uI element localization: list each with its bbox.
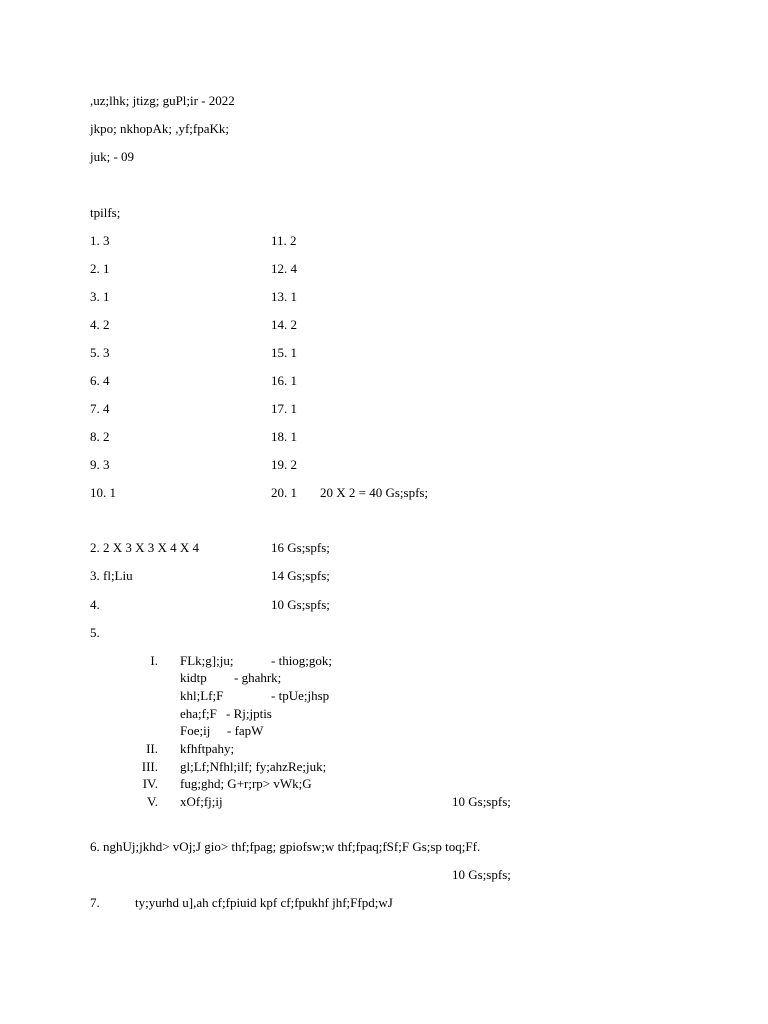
q5-item-text: FLk;g];ju; xyxy=(180,653,234,668)
q5-label: 5. xyxy=(90,625,100,640)
q4-label: 4. xyxy=(90,597,100,612)
answer-item: 14. 2 xyxy=(271,317,297,332)
q5-item-text: Foe;ij xyxy=(180,723,211,738)
answer-item: 5. 3 xyxy=(90,345,110,360)
answer-item: 20. 1 xyxy=(271,485,297,500)
header-title: ,uz;lhk; jtizg; guPl;ir - 2022 xyxy=(90,93,235,108)
answer-item: 19. 2 xyxy=(271,457,297,472)
q5-item-text: gl;Lf;Nfhl;ilf; fy;ahzRe;juk; xyxy=(180,759,327,774)
answer-item: 1. 3 xyxy=(90,233,110,248)
q5-item-text: khl;Lf;F xyxy=(180,688,224,703)
q2-marks: 16 Gs;spfs; xyxy=(271,540,330,555)
q7-number: 7. xyxy=(90,895,100,910)
q6-text: 6. nghUj;jkhd> vOj;J gio> thf;fpag; gpiofsw;w thf;fpaq;fSf;F Gs;sp toq;Ff. xyxy=(90,839,481,854)
answer-item: 11. 2 xyxy=(271,233,297,248)
q5-item-answer: - fapW xyxy=(227,723,264,738)
q5-item-text: kfhftpahy; xyxy=(180,741,235,756)
q7-text: ty;yurhd u],ah cf;fpiuid kpf cf;fpukhf jhf;Ffpd;wJ xyxy=(135,895,393,910)
answer-item: 4. 2 xyxy=(90,317,110,332)
answer-item: 17. 1 xyxy=(271,401,297,416)
header-grade: juk; - 09 xyxy=(90,149,135,164)
q5-item-answer: - thiog;gok; xyxy=(271,653,333,668)
q5-item-answer: - ghahrk; xyxy=(234,670,282,685)
q5-roman-4: IV. xyxy=(142,776,158,791)
section-title: tpilfs; xyxy=(90,205,121,220)
q5-roman-1: I. xyxy=(150,653,158,668)
answer-item: 18. 1 xyxy=(271,429,297,444)
q5-roman-2: II. xyxy=(146,741,158,756)
q5-item-answer: - Rj;jptis xyxy=(226,706,272,721)
header-subject: jkpo; nkhopAk; ,yf;fpaKk; xyxy=(90,121,230,136)
q5-item-text: eha;f;F xyxy=(180,706,217,721)
answer-item: 10. 1 xyxy=(90,485,116,500)
q2-label: 2. 2 X 3 X 3 X 4 X 4 xyxy=(90,540,200,555)
q5-marks: 10 Gs;spfs; xyxy=(452,794,511,809)
q5-item-text: kidtp xyxy=(180,670,207,685)
answer-item: 8. 2 xyxy=(90,429,110,444)
answer-item: 12. 4 xyxy=(271,261,297,276)
q5-item-answer: - tpUe;jhsp xyxy=(271,688,330,703)
q4-marks: 10 Gs;spfs; xyxy=(271,597,330,612)
answer-item: 15. 1 xyxy=(271,345,297,360)
part1-total-marks: 20 X 2 = 40 Gs;spfs; xyxy=(320,485,429,500)
answer-item: 16. 1 xyxy=(271,373,297,388)
q5-item-text: fug;ghd; G+r;rp> vWk;G xyxy=(180,776,312,791)
answer-item: 9. 3 xyxy=(90,457,110,472)
q5-item-text: xOf;fj;ij xyxy=(180,794,223,809)
q5-roman-3: III. xyxy=(141,759,158,774)
answer-item: 6. 4 xyxy=(90,373,110,388)
q3-label: 3. fl;Liu xyxy=(90,568,133,583)
answer-item: 3. 1 xyxy=(90,289,110,304)
q3-marks: 14 Gs;spfs; xyxy=(271,568,330,583)
answer-item: 13. 1 xyxy=(271,289,297,304)
answer-item: 2. 1 xyxy=(90,261,110,276)
q5-roman-5: V. xyxy=(147,794,158,809)
q6-marks: 10 Gs;spfs; xyxy=(452,867,511,882)
answer-item: 7. 4 xyxy=(90,401,110,416)
